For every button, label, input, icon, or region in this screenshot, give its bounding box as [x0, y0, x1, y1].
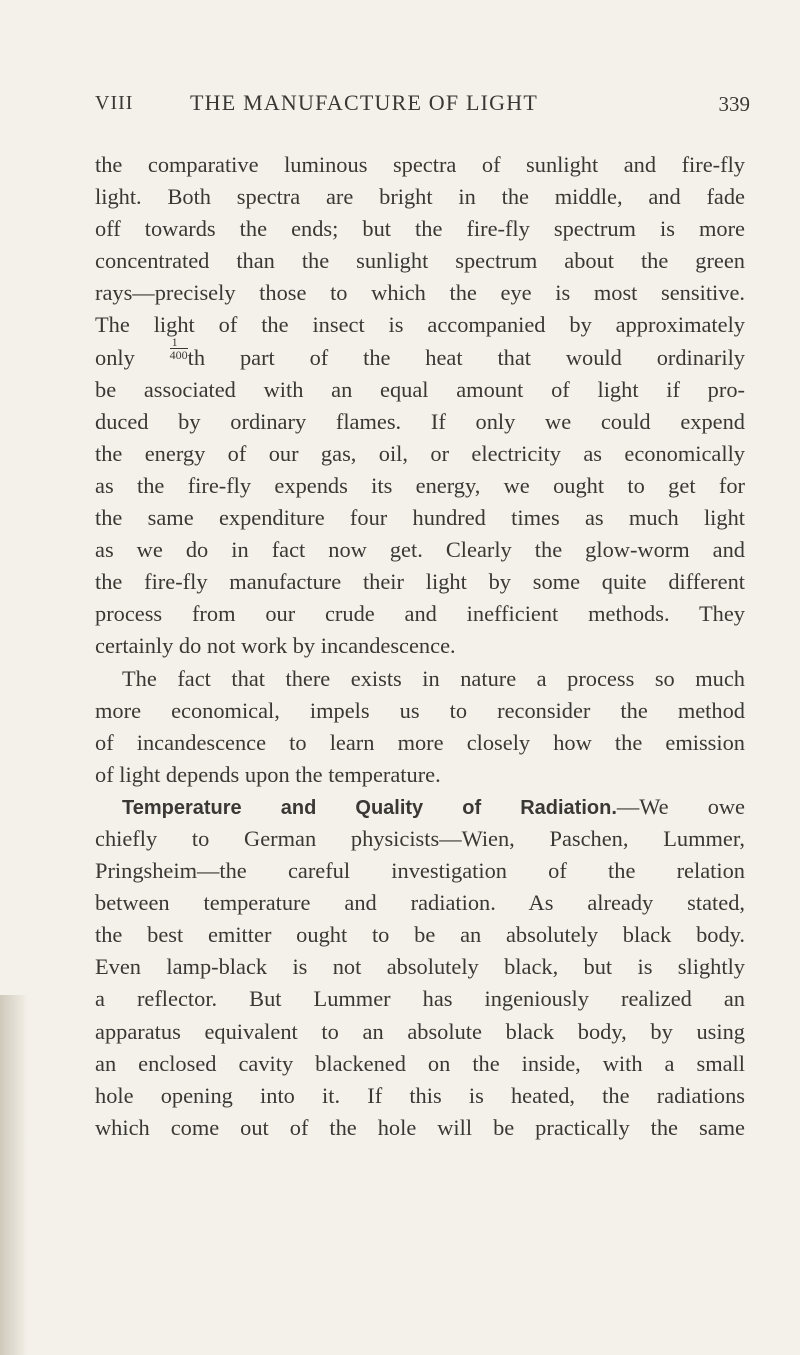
text-line: concentrated than the sunlight spectrum about the green — [95, 248, 745, 274]
text-line: off towards the ends; but the fire-fly spectrum is more — [95, 216, 745, 242]
text-line: apparatus equivalent to an absolute black body, by using — [95, 1018, 745, 1044]
text-line: Even lamp-black is not absolutely black, but is slightly — [95, 954, 745, 980]
text-line: chiefly to German physicists—Wien, Paschen, Lummer, — [95, 825, 745, 851]
text-line: as the fire-fly expends its energy, we ought to get for — [95, 472, 745, 498]
text-line: certainly do not work by incandescence. — [95, 633, 456, 659]
text-line: light. Both spectra are bright in the middle, and fade — [95, 184, 745, 210]
text-line: the same expenditure four hundred times as much light — [95, 505, 745, 531]
text-line: process from our crude and inefficient methods. They — [95, 601, 745, 627]
section-heading: Temperature and Quality of Radiation. — [122, 796, 617, 819]
text-line: more economical, impels us to reconsider the method — [95, 697, 745, 723]
text-line: the fire-fly manufacture their light by some quite different — [95, 569, 745, 595]
fraction-numerator: 1 — [170, 336, 188, 349]
text-line: an enclosed cavity blackened on the inside, with a small — [95, 1050, 745, 1076]
text-line: the best emitter ought to be an absolutely black body. — [95, 922, 745, 948]
body-text — [95, 149, 745, 1144]
text-line-with-heading — [95, 791, 745, 823]
chapter-number: VIII — [95, 92, 134, 114]
page-number: 339 — [718, 92, 750, 116]
fraction — [170, 336, 188, 361]
text-line: The light of the insect is accompanied by approximately — [95, 312, 745, 338]
page-edge-shadow — [0, 995, 28, 1355]
text-line: rays—precisely those to which the eye is most sensitive. — [95, 280, 745, 306]
text-line: between temperature and radiation. As already stated, — [95, 890, 745, 916]
text-line: Pringsheim—the careful investigation of the relation — [95, 858, 745, 884]
text-line: which come out of the hole will be practically the same — [95, 1114, 745, 1140]
text-line: duced by ordinary flames. If only we could expend — [95, 408, 745, 434]
text-line: a reflector. But Lummer has ingeniously realized an — [95, 986, 745, 1012]
text-line: hole opening into it. If this is heated, the radiations — [95, 1082, 745, 1108]
running-title: THE MANUFACTURE OF LIGHT — [190, 90, 538, 115]
text-line: the energy of our gas, oil, or electricity as economically — [95, 440, 745, 466]
fraction-denominator: 400 — [169, 347, 188, 362]
text-line: The fact that there exists in nature a process so much — [122, 665, 745, 691]
running-header — [95, 86, 750, 126]
text-fragment: th part of the heat that would ordinarily — [187, 344, 745, 370]
text-fragment: only — [95, 344, 135, 370]
text-fragment: —We owe — [616, 793, 746, 819]
text-line: as we do in fact now get. Clearly the glow-worm and — [95, 537, 745, 563]
text-line: the comparative luminous spectra of sunlight and fire-fly — [95, 152, 745, 177]
text-line: be associated with an equal amount of light if pro- — [95, 376, 745, 402]
text-line-with-fraction — [95, 334, 745, 374]
text-line: of incandescence to learn more closely how the emission — [95, 729, 745, 755]
text-line: of light depends upon the temperature. — [95, 761, 441, 787]
